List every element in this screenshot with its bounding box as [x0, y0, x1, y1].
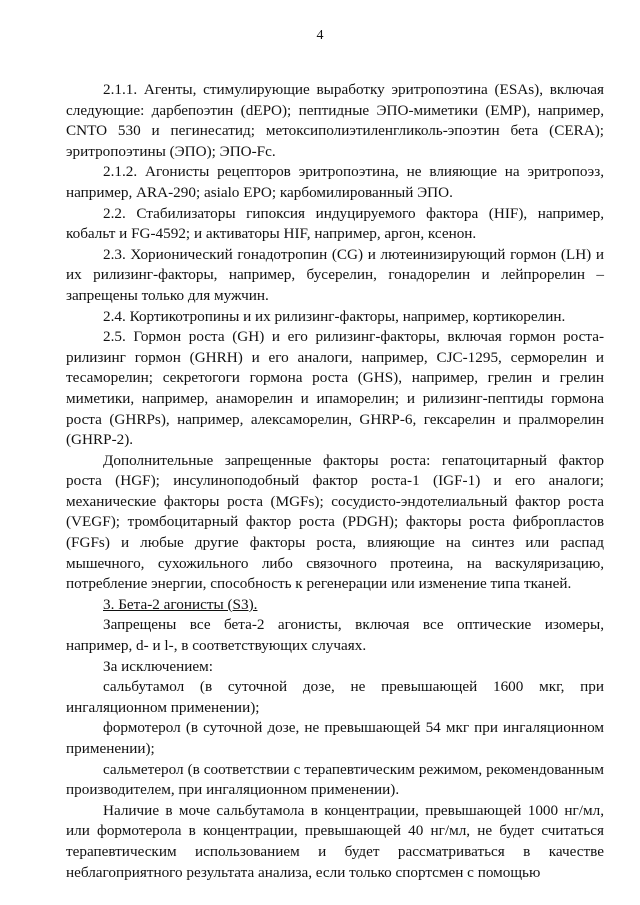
- exception-item: формотерол (в суточной дозе, не превышающей 54 мкг при ингаляционном применении);: [66, 719, 604, 757]
- paragraph-2-3: 2.3. Хорионический гонадотропин (CG) и лютеинизирующий гормон (LH) и их рилизинг-факторы, например, бусерелин, гонадорелин и лейпрорелин – запрещены только для мужчин.: [66, 245, 604, 304]
- exception-item: сальметерол (в соответствии с терапевтическим режимом, рекомендованным производителем, при ингаляционном применении).: [66, 760, 604, 799]
- paragraph-2-1-1: 2.1.1. Агенты, стимулирующие выработку эритропоэтина (ESAs), включая следующие: дарбепоэтин (dEPO); пептидные ЭПО-миметики (EMP), например, CNTO 530 и пегинесатид; метоксиполиэтиленгликоль-эпоэтин бета (CERA); эритропоэтины (ЭПО); ЭПО-Fc.: [66, 81, 604, 160]
- paragraph-2-4: 2.4. Кортикотропины и их рилизинг-факторы, например, кортикорелин.: [103, 307, 566, 325]
- closing-paragraph: Наличие в моче сальбутамола в концентрации, превышающей 1000 нг/мл, или формотерола в концентрации, превышающей 40 нг/мл, не будет считаться терапевтическим использованием и будет рассматриваться в качестве неблагоприятного результата анализа, если только спортсмен с помощью: [66, 801, 604, 881]
- paragraph-additional-growth-factors: Дополнительные запрещенные факторы роста: гепатоцитарный фактор роста (HGF); инсулиноподобный фактор роста-1 (IGF-1) и его аналоги; механические факторы роста (MGFs); сосудисто-эндотелиальный фактор роста (VEGF); тромбоцитарный фактор роста (PDGH); факторы роста фибропластов (FGFs) и любые другие факторы роста, влияющие на синтез или распад мышечного, сухожильного либо связочного протеина, на васкуляризацию, потребление энергии, способность к регенерации или изменение типа тканей.: [66, 451, 604, 593]
- section-heading-text: 3. Бета-2 агонисты (S3).: [103, 595, 258, 613]
- paragraph-2-5: 2.5. Гормон роста (GH) и его рилизинг-факторы, включая гормон роста-рилизинг гормон (GHRH) и его аналоги, например, CJC-1295, серморелин и тесаморелин; секретогоги гормона роста (GHS), например, грелин и грелин миметики, например, анаморелин и ипаморелин; и рилизинг-пептиды гормона роста (GHRPs), например, алексаморелин, GHRP-6, гексарелин и пралморелин (GHRP-2).: [66, 328, 604, 449]
- paragraph-2-1-2: 2.1.2. Агонисты рецепторов эритропоэтина, не влияющие на эритропоэз, например, ARA-290; asialo EPO; карбомилированный ЭПО.: [66, 163, 604, 201]
- section-heading: [66, 595, 604, 616]
- exception-item: сальбутамол (в суточной дозе, не превышающей 1600 мкг, при ингаляционном применении);: [66, 678, 604, 716]
- exceptions-label: За исключением:: [103, 657, 213, 675]
- document-body: [66, 80, 604, 883]
- paragraph-2-2: 2.2. Стабилизаторы гипоксия индуцируемого фактора (HIF), например, кобальт и FG-4592; и активаторы HIF, например, аргон, ксенон.: [66, 204, 604, 243]
- section-intro: Запрещены все бета-2 агонисты, включая все оптические изомеры, например, d- и l-, в соответствующих случаях.: [66, 616, 604, 655]
- page-number: 4: [316, 28, 324, 43]
